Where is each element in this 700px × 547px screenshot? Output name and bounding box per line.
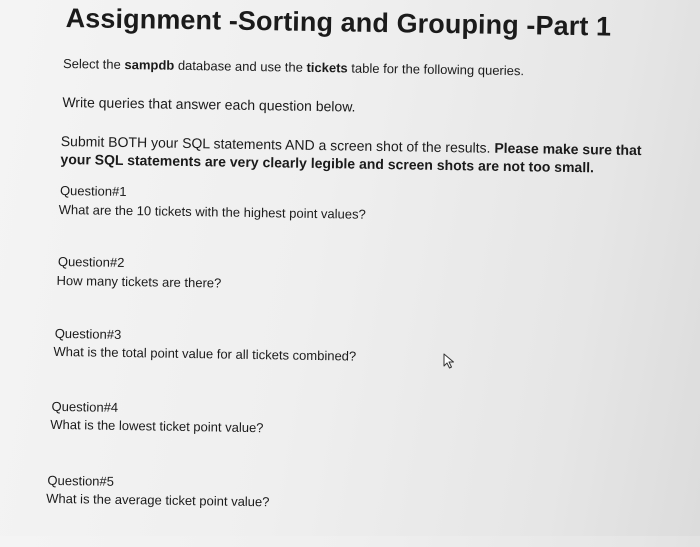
question-4-label: Question#4 bbox=[51, 398, 119, 415]
submit-plain: Submit BOTH your SQL statements AND a screen shot of the results. bbox=[60, 132, 495, 156]
submit-instruction-line-2: your SQL statements are very clearly legible and screen shots are not too small. bbox=[60, 150, 595, 176]
mouse-pointer-icon bbox=[443, 353, 455, 369]
question-5-text: What is the average ticket point value? bbox=[46, 490, 270, 510]
question-1-label: Question#1 bbox=[59, 182, 127, 200]
question-4-text: What is the lowest ticket point value? bbox=[50, 416, 264, 436]
table-name: tickets bbox=[306, 59, 348, 76]
question-5-label: Question#5 bbox=[47, 472, 115, 489]
page-title: Assignment -Sorting and Grouping -Part 1 bbox=[65, 3, 612, 42]
write-instruction: Write queries that answer each question below. bbox=[62, 93, 356, 115]
question-1-text: What are the 10 tickets with the highest point values? bbox=[58, 201, 366, 222]
question-2-label: Question#2 bbox=[57, 253, 125, 270]
submit-bold: Please make sure that bbox=[494, 139, 642, 159]
select-suffix: table for the following queries. bbox=[347, 60, 525, 79]
select-mid: database and use the bbox=[174, 57, 307, 75]
question-2-text: How many tickets are there? bbox=[56, 272, 222, 291]
database-name: sampdb bbox=[124, 56, 175, 73]
select-instruction bbox=[63, 56, 524, 78]
select-prefix: Select the bbox=[62, 55, 125, 72]
question-3-label: Question#3 bbox=[54, 325, 122, 342]
question-3-text: What is the total point value for all tickets combined? bbox=[53, 343, 357, 364]
